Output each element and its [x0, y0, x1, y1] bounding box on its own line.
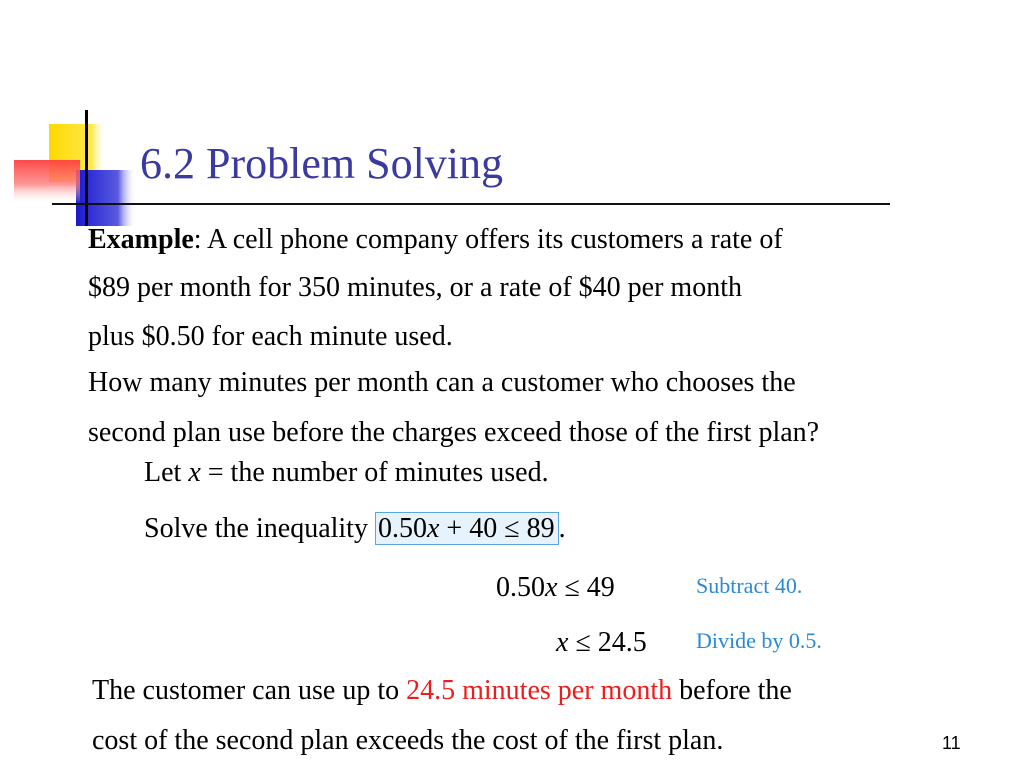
inequality-rest: + 40 ≤ 89: [439, 513, 555, 544]
let-prefix: Let: [144, 457, 189, 488]
conclusion-after: before the: [672, 675, 792, 706]
inequality-box: [375, 512, 559, 545]
let-suffix: = the number of minutes used.: [200, 457, 549, 488]
title-underline-rule: [52, 203, 890, 205]
solve-period: .: [558, 513, 566, 544]
step-2-rest: ≤ 24.5: [568, 627, 647, 658]
slide-title: 6.2 Problem Solving: [140, 139, 504, 188]
inequality-variable: x: [426, 513, 440, 544]
step-1-note: Subtract 40.: [696, 573, 803, 598]
problem-line-2: $89 per month for 350 minutes, or a rate of $40 per month: [88, 272, 742, 303]
inequality-coefficient: 0.50: [377, 513, 427, 544]
page-number: 11: [942, 733, 961, 753]
conclusion-before: The customer can use up to: [92, 675, 407, 706]
step-1-variable: x: [545, 572, 558, 603]
conclusion-line-1: [92, 674, 792, 708]
question-line-1: How many minutes per month can a customer who chooses the: [88, 367, 796, 398]
vertical-line-decoration: [85, 110, 88, 226]
solution-step-1: [496, 571, 615, 605]
conclusion-highlight: 24.5 minutes per month: [406, 675, 673, 706]
variable-definition: [144, 456, 549, 490]
problem-line-3: plus $0.50 for each minute used.: [88, 321, 453, 352]
example-label: Example: [88, 224, 194, 255]
step-1-rest: ≤ 49: [557, 572, 615, 603]
red-square-decoration: [14, 160, 80, 204]
question-line-2: second plan use before the charges exceed those of the first plan?: [88, 417, 820, 448]
step-2-note: Divide by 0.5.: [696, 628, 822, 653]
conclusion-line-2: cost of the second plan exceeds the cost of the first plan.: [92, 725, 724, 756]
variable-x: x: [188, 457, 201, 488]
solve-instruction: [144, 512, 566, 546]
problem-line-1: [88, 223, 783, 257]
problem-line-1-text: : A cell phone company offers its customers a rate of: [193, 224, 783, 255]
solution-step-2: [556, 626, 647, 660]
solve-prefix: Solve the inequality: [144, 513, 375, 544]
step-1-coefficient: 0.50: [496, 572, 545, 603]
step-2-variable: x: [556, 627, 569, 658]
